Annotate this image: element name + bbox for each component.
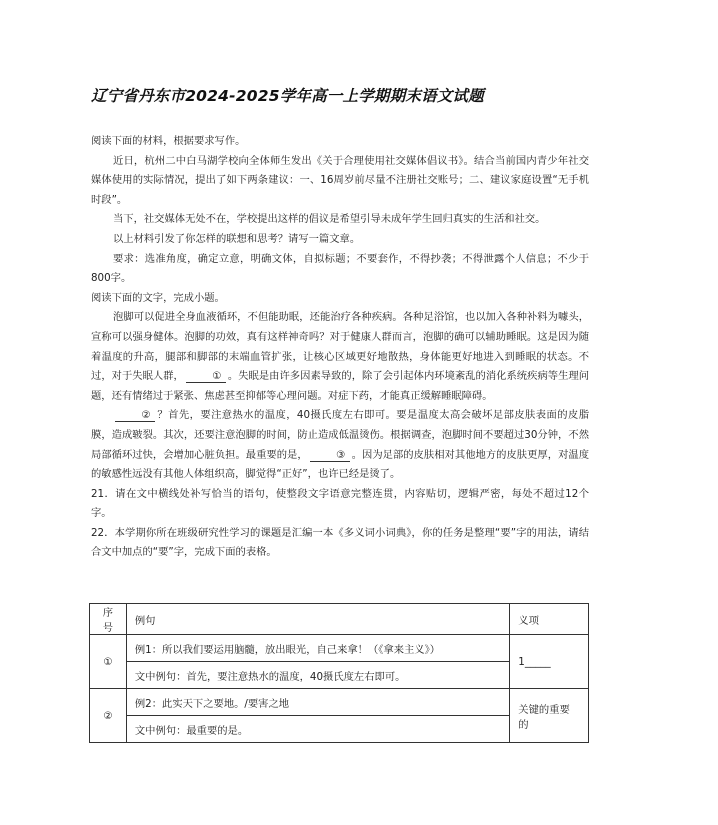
table-header-row: [90, 604, 589, 635]
table-row: [90, 689, 589, 716]
header-example: 例句: [126, 604, 509, 635]
meaning-cell: 关键的重要的: [510, 689, 589, 743]
text-example-sentence: 文中例句：首先，要注意热水的温度，40摄氏度左右即可。: [126, 662, 509, 689]
blank-2: ②: [115, 409, 155, 422]
reading-paragraph-2: [91, 406, 589, 484]
header-meaning: 义项: [510, 604, 589, 635]
writing-requirements: 要求：选准角度，确定立意，明确文体，自拟标题；不要套作，不得抄袭；不得泄露个人信息；不少于800字。: [91, 252, 589, 285]
question-22: 22．本学期你所在班级研究性学习的课题是汇编一本《多义词小词典》，你的任务是整理“要”字的用法，请结合文中加点的“要”字，完成下面的表格。: [91, 526, 589, 559]
vocab-table: [89, 603, 589, 743]
table-row: [90, 635, 589, 662]
meaning-cell: 1_____: [510, 635, 589, 689]
reading-text: ？首先，要注意热水的温度，40摄氏度左右即可。要是温度太高会破坏足部皮肤表面的皮脂膜，造成皲裂。其次，还要注意泡脚的时间，防止造成低温烫伤。根据调查，泡脚时间不要超过30分钟，不然局部循环过快，会增加心脏负担。最重要的是，: [91, 409, 589, 461]
writing-paragraph-2: 当下，社交媒体无处不在，学校提出这样的倡议是希望引导未成年学生回归真实的生活和社交。: [113, 213, 546, 226]
reading-text: 。失眠是由许多因素导致的，除了会引起体内环境紊乱的消化系统疾病等生理问题，还有情绪过于紧张、焦虑甚至抑郁等心理问题。对症下药，才能真正缓解睡眠障碍。: [91, 370, 590, 402]
writing-paragraph-1: 近日，杭州二中白马湖学校向全体师生发出《关于合理使用社交媒体倡议书》。结合当前国内青少年社交媒体使用的实际情况，提出了如下两条建议：一、16周岁前尽量不注册社交账号；二、建议家庭设置“无手机时段”。: [91, 154, 589, 206]
document-title: 辽宁省丹东市2024-2025学年高一上学期期末语文试题: [91, 87, 484, 105]
header-number: 序号: [90, 604, 127, 635]
writing-intro: 阅读下面的材料，根据要求写作。: [91, 135, 246, 147]
example-sentence: 例2：此实天下之要地。/要害之地: [126, 689, 509, 716]
reading-intro: 阅读下面的文字，完成小题。: [91, 291, 225, 304]
row-number: ②: [90, 689, 127, 743]
blank-1: ①: [186, 370, 226, 383]
example-sentence: 例1：所以我们要运用脑髓，放出眼光，自己来拿！（《拿来主义》）: [126, 635, 509, 662]
text-example-sentence: 文中例句：最重要的是。: [126, 716, 509, 743]
reading-text: 。因为足部的皮肤相对其他地方的皮肤更厚，对温度的敏感性远没有其他人体组织高，脚觉得“正好”，也许已经是烫了。: [91, 448, 590, 481]
reading-text: 泡脚可以促进全身血液循环，不但能助眠，还能治疗各种疾病。各种足浴馆，也以加入各种补料为噱头，宣称可以强身健体。泡脚的功效，真有这样神奇吗？对于健康人群而言，泡脚的确可以辅助睡眠。这是因为随着温度的升高，腿部和脚部的末端血管扩张，让核心区域更好地散热，身体能更好地进入到睡眠的状态。不过，对于失眠人群，: [91, 311, 589, 383]
writing-paragraph-3: 以上材料引发了你怎样的联想和思考？请写一篇文章。: [113, 232, 361, 245]
question-21: 21．请在文中横线处补写恰当的语句，使整段文字语意完整连贯，内容贴切，逻辑严密，每处不超过12个字。: [91, 487, 589, 520]
reading-paragraph-1: [91, 308, 589, 406]
row-number: ①: [90, 635, 127, 689]
question-body: [91, 132, 589, 563]
blank-3: ③: [310, 449, 350, 462]
